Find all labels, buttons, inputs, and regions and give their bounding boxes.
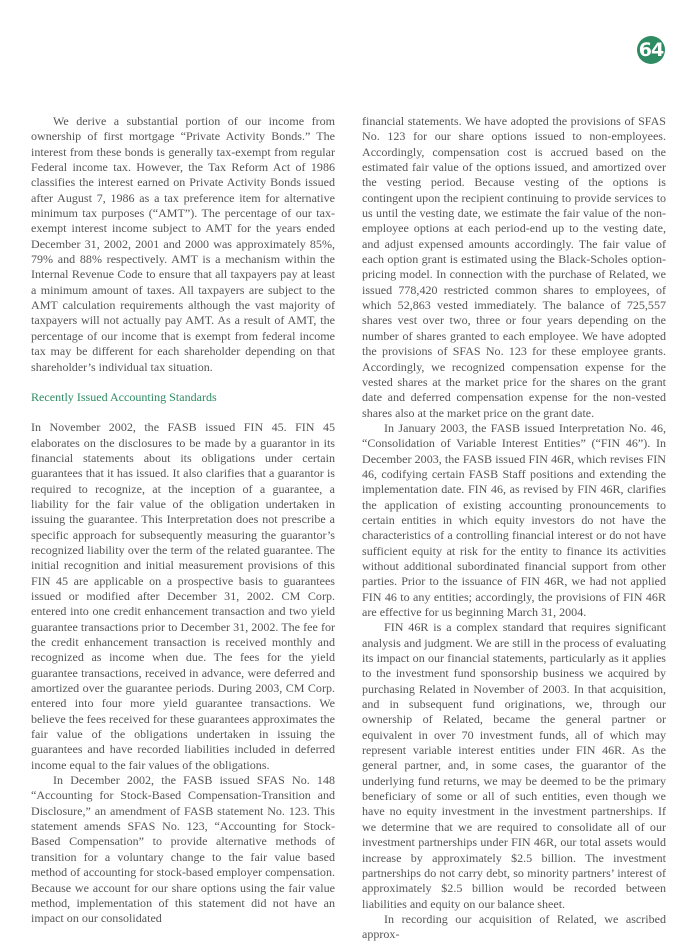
fin46-paragraph: In January 2003, the FASB issued Interpretation No. 46, “Consolidation of Variable Interest Entities” (“FIN 46”). In December 2003, the FASB issued FIN 46R, which revises FIN 46, codifying certain FASB Staff positions and extending the implementation date. FIN 46, as revised by FIN 46R, clarifies the application of existing accounting pronouncements to certain entities in which equity investors do not have the characteristics of a controlling financial interest or do not have sufficient equity at risk for the entity to finance its activities without additional subordinated financial support from other parties. Prior to the issuance of FIN 46R, we had not applied FIN 46 to any entities; accordingly, the provisions of FIN 46R are effective for us beginning March 31, 2004.	[362, 420, 666, 619]
right-column	[362, 114, 666, 943]
left-column	[31, 114, 335, 927]
tax-exempt-income-paragraph: We derive a substantial portion of our income from ownership of first mortgage “Private Activity Bonds.” The interest from these bonds is generally tax-exempt from regular Federal income tax. However, the Tax Reform Act of 1986 classifies the interest earned on Private Activity Bonds issued after August 7, 1986 as a tax preference item for alternative minimum tax purposes (“AMT”). The percentage of our tax-exempt interest income subject to AMT for the years ended December 31, 2002, 2001 and 2000 was approximately 85%, 79% and 88% respectively. AMT is a mechanism within the Internal Revenue Code to ensure that all taxpayers pay at least a minimum amount of taxes. All taxpayers are subject to the AMT calculation requirements although the vast majority of taxpayers will not actually pay AMT. As a result of AMT, the percentage of our income that is exempt from federal income tax may be different for each shareholder depending on that shareholder’s individual tax situation.	[31, 114, 335, 374]
section-heading-recently-issued-standards: Recently Issued Accounting Standards	[31, 389, 217, 404]
sfas123-continuation-paragraph: financial statements. We have adopted the provisions of SFAS No. 123 for our share options issued to non-employees. Accordingly, compensation cost is accrued based on the estimated fair value of the options issued, and amortized over the vesting period. Because vesting of the options is contingent upon the recipient continuing to provide services to us until the vesting date, we estimate the fair value of the non-employee options at each period-end up to the vesting date, and adjust expensed amounts accordingly. The fair value of each option grant is estimated using the Black-Scholes option-pricing model. In connection with the purchase of Related, we issued 778,420 restricted common shares to employees, of which 52,863 vested immediately. The balance of 725,557 shares vest over two, three or four years depending on the number of shares granted to each employee. We have adopted the provisions of SFAS No. 123 for these employee grants. Accordingly, we recognized compensation expense for the vested shares at the market price for the shares on the grant date and deferred compensation expense for the non-vested shares also at the market price on the grant date.	[362, 114, 666, 420]
fin45-paragraph: In November 2002, the FASB issued FIN 45. FIN 45 elaborates on the disclosures to be made by a guarantor in its financial statements about its obligations under certain guarantees that it has issued. It also clarifies that a guarantor is required to recognize, at the inception of a guarantee, a liability for the fair value of the obligation undertaken in issuing the guarantee. This Interpretation does not prescribe a specific approach for subsequently measuring the guarantor’s recognized liability over the term of the related guarantee. The initial recognition and initial measurement provisions of this FIN 45 are applicable on a prospective basis to guarantees issued or modified after December 31, 2002. CM Corp. entered into one credit enhancement transaction and two yield guarantee transactions prior to December 31, 2002. The fee for the credit enhancement transaction is received monthly and recognized as income when due. The fees for the yield guarantee transactions, received in advance, were deferred and amortized over the guarantee periods. During 2003, CM Corp. entered into four more yield guarantee transactions. We believe the fees received for these guarantees approximates the fair value of the obligations undertaken in issuing the guarantees and have recorded liabilities included in deferred income equal to the fair values of the obligations.	[31, 420, 335, 772]
sfas148-paragraph: In December 2002, the FASB issued SFAS No. 148 “Accounting for Stock-Based Compensation-Transition and Disclosure,” an amendment of FASB statement No. 123. This statement amends SFAS No. 123, “Accounting for Stock-Based Compensation” to provide alternative methods of transition for a voluntary change to the fair value based method of accounting for stock-based employer compensation. Because we account for our share options using the fair value method, implementation of this statement did not have an impact on our consolidated	[31, 773, 335, 926]
related-acquisition-paragraph: In recording our acquisition of Related, we ascribed approx-	[362, 911, 666, 942]
fin46r-impact-paragraph: FIN 46R is a complex standard that requires significant analysis and judgment. We are still in the process of evaluating its impact on our financial statements, particularly as it applies to the investment fund sponsorship business we acquired by purchasing Related in November of 2003. In that acquisition, and in subsequent fund originations, we, through our ownership of Related, became the general partner or equivalent in over 70 investment funds, all of which may represent variable interest entities under FIN 46R. As the general partner, and, in some cases, the guarantor of the underlying fund returns, we may be deemed to be the primary beneficiary of some or all of such entities, even though we have no equity investment in the investment partnerships. If we determine that we are required to consolidate all of our investment partnerships under FIN 46R, our total assets would increase by approximately $2.5 billion. The investment partnerships do not carry debt, so minority partners’ interest of approximately $2.5 billion would be recorded between liabilities and equity on our balance sheet.	[362, 620, 666, 911]
page-number-badge: 64	[637, 36, 665, 64]
